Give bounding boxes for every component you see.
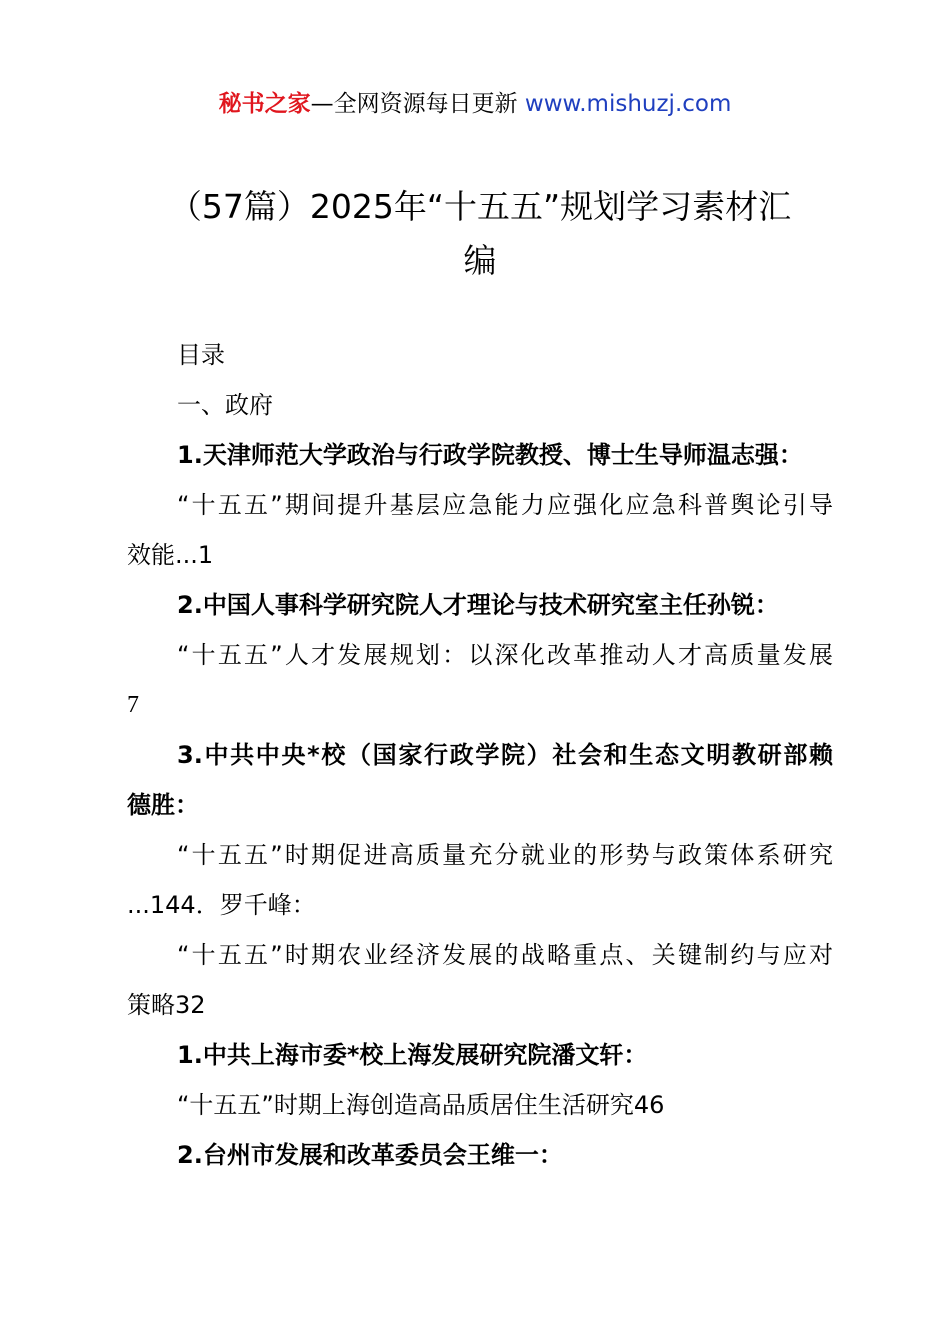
toc-entry-3-author[interactable]: 3.中共中央*校（国家行政学院）社会和生态文明教研部赖 [177, 741, 833, 769]
toc-section-government: 一、政府 [177, 391, 273, 419]
site-header [0, 86, 950, 122]
document-title-line-1: （57篇）2025年“十五五”规划学习素材汇 [168, 187, 792, 226]
document-title [127, 180, 833, 288]
toc-entry-4-title[interactable]: “十五五”时期农业经济发展的战略重点、关键制约与应对 [177, 941, 833, 969]
toc-entry-2-title[interactable]: “十五五”人才发展规划：以深化改革推动人才高质量发展 [177, 641, 833, 669]
toc-entry-2-page[interactable]: 7 [127, 692, 139, 718]
toc-entry-1-title[interactable]: “十五五”期间提升基层应急能力应强化应急科普舆论引导 [177, 491, 833, 519]
toc-entry-2-author[interactable]: 2.中国人事科学研究院人才理论与技术研究室主任孙锐： [177, 591, 779, 619]
site-url-link[interactable]: www.mishuzj.com [524, 91, 732, 117]
toc-heading: 目录 [177, 341, 225, 369]
toc-entry-3-title-cont[interactable]: ...144．罗千峰： [127, 891, 316, 919]
document-title-line-2: 编 [463, 241, 497, 280]
site-tagline: —全网资源每日更新 [310, 91, 525, 117]
toc-entry-4-title-cont[interactable]: 策略32 [127, 991, 206, 1019]
toc-entry-5-title[interactable]: “十五五”时期上海创造高品质居住生活研究46 [177, 1091, 665, 1119]
toc-entry-1-title-cont[interactable]: 效能...1 [127, 541, 214, 569]
toc-entry-5-author[interactable]: 1.中共上海市委*校上海发展研究院潘文轩： [177, 1041, 648, 1069]
site-brand: 秘书之家 [218, 91, 311, 117]
toc-entry-1-author[interactable]: 1.天津师范大学政治与行政学院教授、博士生导师温志强： [177, 441, 803, 469]
toc-entry-6-author[interactable]: 2.台州市发展和改革委员会王维一： [177, 1141, 563, 1169]
toc-entry-3-author-cont[interactable]: 德胜： [127, 791, 199, 819]
toc-entry-3-title[interactable]: “十五五”时期促进高质量充分就业的形势与政策体系研究 [177, 841, 833, 869]
